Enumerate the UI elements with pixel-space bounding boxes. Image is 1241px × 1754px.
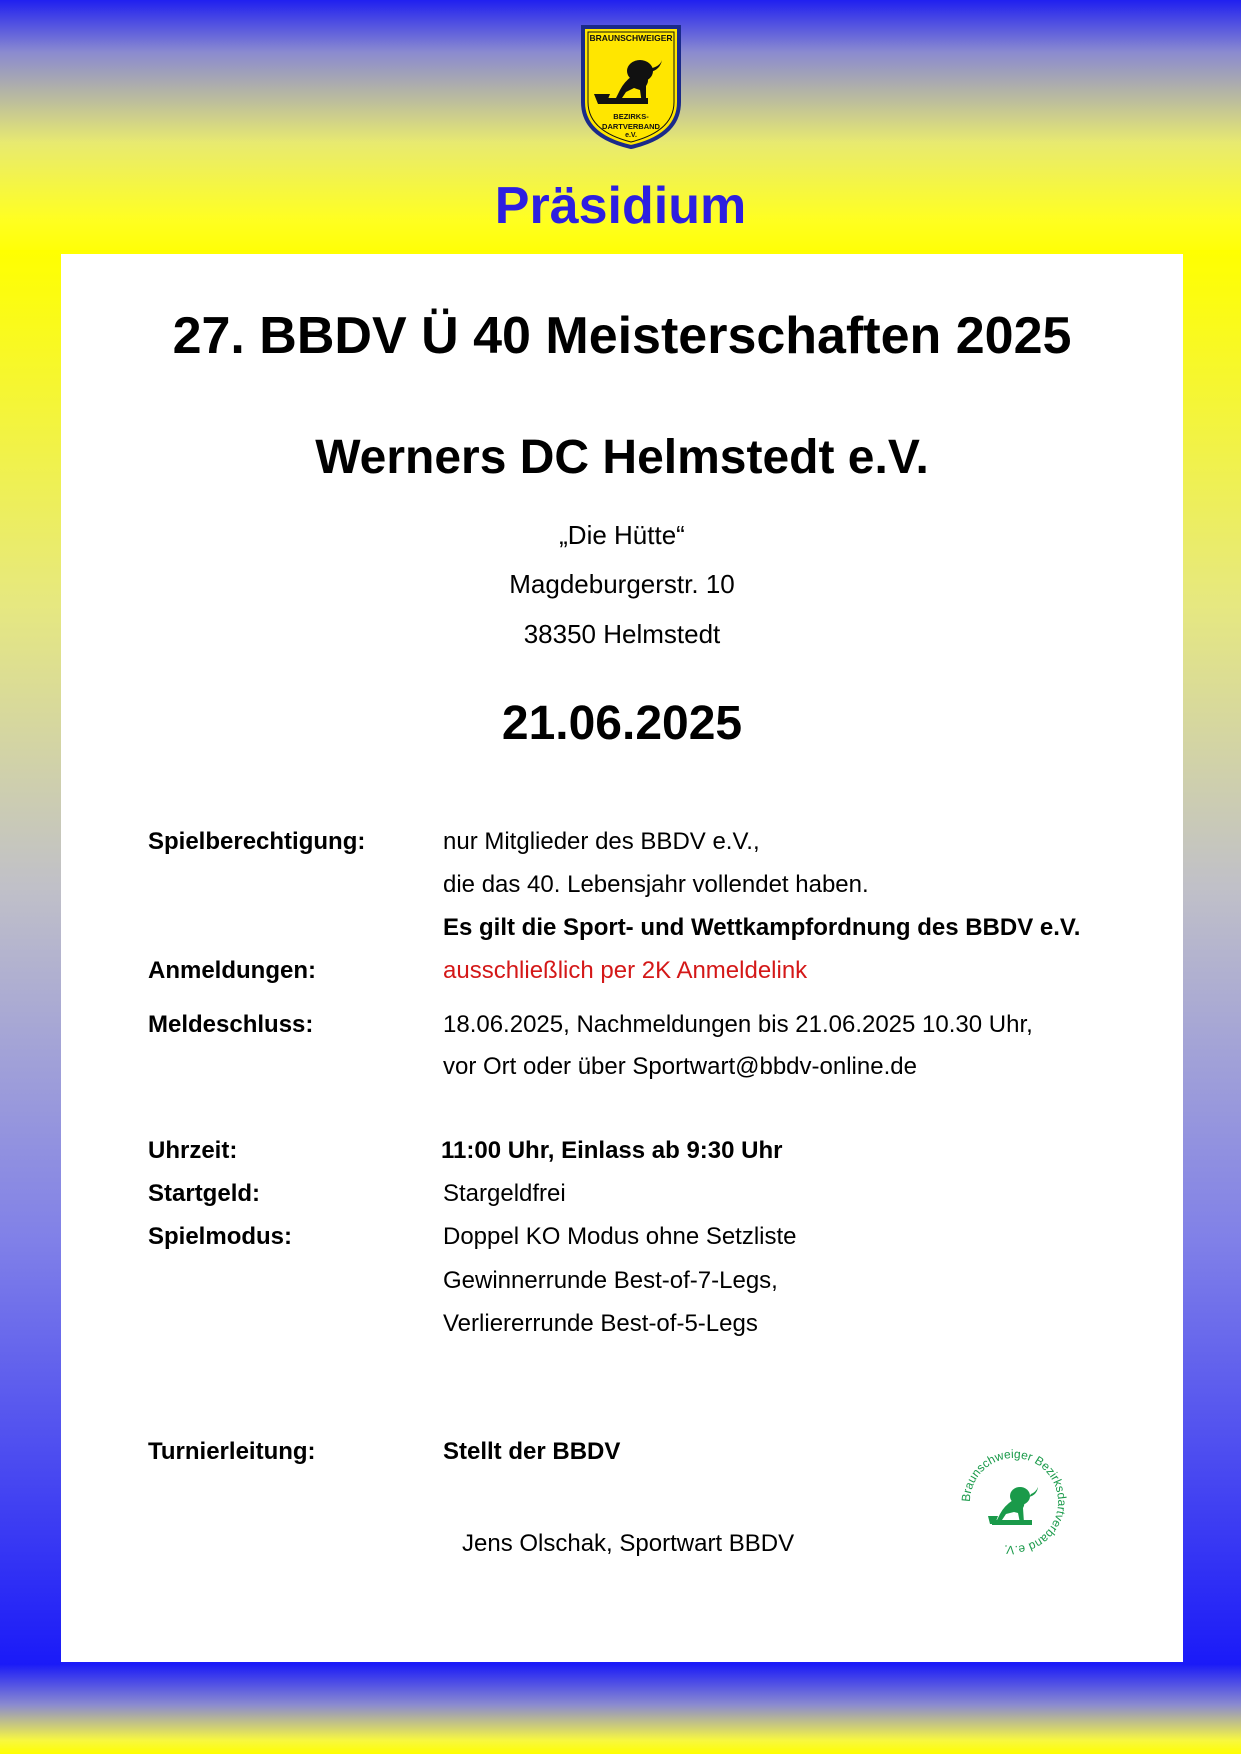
bbdv-logo bbox=[580, 24, 682, 150]
event-date: 21.06.2025 bbox=[501, 697, 743, 750]
value-spielberechtigung-2: die das 40. Lebensjahr vollendet haben. bbox=[443, 871, 869, 898]
label-startgeld: Startgeld: bbox=[148, 1180, 261, 1207]
logo-top-text: BRAUNSCHWEIGER bbox=[589, 33, 673, 43]
club-name: Werners DC Helmstedt e.V. bbox=[315, 431, 929, 484]
logo-bottom-line3: e.V. bbox=[625, 132, 637, 139]
venue-city: 38350 Helmstedt bbox=[523, 619, 721, 649]
label-anmeldungen: Anmeldungen: bbox=[148, 957, 316, 984]
svg-text:Braunschweiger Bezirksdartverb: Braunschweiger Bezirksdartverband e.V. bbox=[958, 1446, 1070, 1558]
logo-bottom-line1: BEZIRKS- bbox=[613, 112, 649, 121]
value-turnierleitung: Stellt der BBDV bbox=[443, 1438, 621, 1465]
label-meldeschluss: Meldeschluss: bbox=[148, 1011, 314, 1038]
event-title: 27. BBDV Ü 40 Meisterschaften 2025 bbox=[172, 307, 1072, 365]
value-spielmodus-1: Doppel KO Modus ohne Setzliste bbox=[443, 1223, 797, 1250]
stamp-seal-icon bbox=[958, 1446, 1070, 1558]
value-spielberechtigung-3: Es gilt die Sport- und Wettkampfordnung des BBDV e.V. bbox=[443, 914, 1081, 941]
value-anmeldungen: ausschließlich per 2K Anmeldelink bbox=[443, 957, 808, 984]
venue-name: „Die Hütte“ bbox=[559, 520, 685, 550]
footer-background bbox=[0, 1664, 1241, 1754]
label-uhrzeit: Uhrzeit: bbox=[148, 1137, 238, 1164]
signature: Jens Olschak, Sportwart BBDV bbox=[462, 1530, 795, 1557]
value-startgeld: Stargeldfrei bbox=[443, 1180, 566, 1207]
logo-bottom-line2: DARTVERBAND bbox=[602, 122, 660, 131]
value-spielberechtigung-1: nur Mitglieder des BBDV e.V., bbox=[443, 828, 760, 855]
value-spielmodus-2: Gewinnerrunde Best-of-7-Legs, bbox=[443, 1267, 778, 1294]
value-meldeschluss-1: 18.06.2025, Nachmeldungen bis 21.06.2025 10.30 Uhr, bbox=[443, 1011, 1033, 1038]
page-title: Präsidium bbox=[494, 177, 747, 235]
value-meldeschluss-2: vor Ort oder über Sportwart@bbdv-online.de bbox=[443, 1053, 917, 1080]
club-stamp bbox=[958, 1446, 1070, 1558]
value-spielmodus-3: Verliererrunde Best-of-5-Legs bbox=[443, 1310, 758, 1337]
label-turnierleitung: Turnierleitung: bbox=[148, 1438, 316, 1465]
stamp-lion-icon bbox=[988, 1487, 1038, 1525]
label-spielmodus: Spielmodus: bbox=[148, 1223, 293, 1250]
label-spielberechtigung: Spielberechtigung: bbox=[148, 828, 366, 855]
value-uhrzeit: 11:00 Uhr, Einlass ab 9:30 Uhr bbox=[441, 1137, 783, 1164]
venue-street: Magdeburgerstr. 10 bbox=[509, 569, 735, 599]
